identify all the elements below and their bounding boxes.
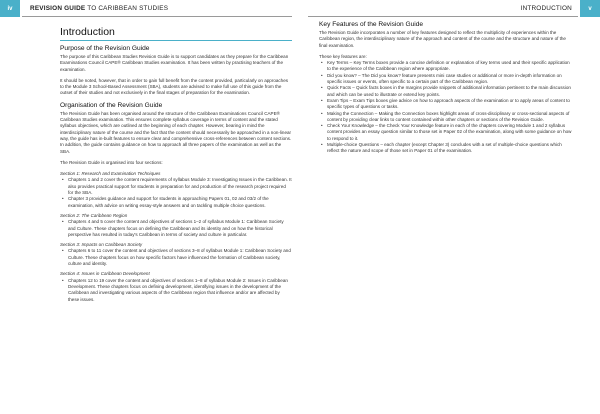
section-1-list: [60, 177, 292, 208]
right-header-rule: [308, 16, 578, 17]
list-item: • Exam Tips – Exam Tips boxes give advice on how to approach aspects of the examination or to apply areas of content to specific types of questions or tasks.: [327, 98, 574, 111]
running-head-rest: TO CARIBBEAN STUDIES: [85, 5, 169, 12]
list-item: • Quick Facts – Quick facts boxes in the margins provide snippets of additional information pertinent to the main discussion and which can be used to illustrate or extend key points.: [327, 85, 574, 98]
list-item: • Making the Connection – Making the Connection boxes highlight areas of cross-disciplinary or cross-sectional aspects of content by providing clear links to content contained within other chapters or sections of the Revision Guide.: [327, 111, 574, 124]
list-item: • Check Your Knowledge – the Check Your Knowledge feature in each of the chapters covering Module 1 and 2 syllabus content provides an essay question similar to those set in Paper 02 of the examination, along with some guidance on how to respond to it.: [327, 123, 574, 142]
section-4-title: Section 4: Issues in Caribbean Development: [60, 271, 150, 277]
key-features-heading: Key Features of the Revision Guide: [319, 21, 424, 28]
list-item: • Did you know? – The Did you know? feature presents mini case studies or additional or more in-depth information on specific issues or events, often specific to a certain part of the Caribbean region.: [327, 73, 574, 86]
section-1-title: Section 1: Research and Examination Techniques: [60, 171, 161, 177]
left-page-number: iv: [0, 0, 20, 17]
purpose-paragraph-1: The purpose of this Caribbean Studies Revision Guide is to support candidates as they prepare for the Caribbean Examinations Council CAPE® Caribbean Studies examination. It has been written by practising teachers of the examination.: [60, 54, 289, 72]
left-running-head: [30, 5, 168, 12]
key-features-list-intro: These key features are:: [319, 53, 367, 59]
key-features-list: [319, 60, 574, 154]
title-rule: [60, 40, 292, 41]
left-header-rule: [22, 16, 292, 17]
organisation-paragraph-2: The Revision Guide is organised into four sections:: [60, 159, 163, 165]
page-title: Introduction: [60, 26, 115, 38]
list-item: • Chapters 4 and 5 cover the content and objectives of sections 1–2 of syllabus Module 1: Caribbean Society and Culture. These chapters focus on defining the Caribbean and its identity and on how the historical perspective has resulted in today's Caribbean in terms of society and culture in particular.: [68, 219, 292, 238]
key-features-intro: The Revision Guide incorporates a number of key features designed to reflect the multiplicity of experiences within the Caribbean region, the interdisciplinary nature of the approach and content of the course and the structure and nature of the final examination.: [319, 30, 566, 48]
purpose-heading: Purpose of the Revision Guide: [60, 45, 150, 52]
list-item: • Chapters 12 to 19 cover the content and objectives of sections 1–8 of syllabus Module 2: Issues in Caribbean Development. These chapters focus on defining development, identifying issues in the development of the Caribbean and investigating various aspects of the Caribbean region that influence and/or are affected by these issues.: [68, 278, 292, 303]
list-item: • Chapters 1 and 2 cover the content requirements of syllabus Module 3: Investigating Issues in the Caribbean. It also provides practical support for students in preparation for and production of the research project required for the SBA.: [68, 177, 292, 196]
organisation-paragraph-1: The Revision Guide has been organised around the structure of the Caribbean Examinations Council CAPE® Caribbean Studies examination. This ensures complete syllabus coverage in terms of content and the stated syllabus objectives, which are outlined at the beginning of each chapter. However, bearing in mind the interdisciplinary nature of the course and the fact that the content should necessarily be approached in a non-linear way, the guide has in-built features to ensure clear and comprehensive cross-references between content sections. In addition, the guide contains guidance on how to approach all three papers of the examination as well as the SBA.: [60, 110, 292, 154]
right-running-head: INTRODUCTION: [520, 5, 572, 12]
section-4-list: [60, 278, 292, 303]
organisation-heading: Organisation of the Revision Guide: [60, 101, 163, 109]
list-item: • Chapters 6 to 11 cover the content and objectives of sections 3–8 of syllabus Module 1: Caribbean Society and Culture. These chapters focus on how specific factors have influenced the formation of Caribbean society, culture and identity.: [68, 248, 292, 267]
right-page-number: v: [580, 0, 600, 17]
list-item: • Chapter 3 provides guidance and support for students in approaching Papers 01, 02 and 03/2 of the examination, with advice on writing essay-style answers and on tackling multiple choice questions.: [68, 196, 292, 209]
left-page-column: [60, 20, 292, 305]
section-2-title: Section 2: The Caribbean Region: [60, 212, 128, 218]
page-header: [0, 0, 600, 17]
purpose-paragraph-2: It should be noted, however, that in order to gain full benefit from the content provided, particularly on approaches to the Module 3 School-Based Assessment (SBA), students are advised to make full use of this guide from the outset of their studies and not exclusively in the final stages of preparation for the examination.: [60, 77, 288, 96]
section-3-list: [60, 248, 292, 267]
list-item: • Multiple-choice Questions – each chapter (except Chapter 3) concludes with a set of multiple-choice questions which reflect the nature and scope of those set in Paper 01 of the examination.: [327, 142, 574, 155]
section-2-list: [60, 219, 292, 238]
list-item: • Key Terms – Key Terms boxes provide a concise definition or explanation of key terms used and their specific application to the experience of the Caribbean region where appropriate.: [327, 60, 574, 73]
right-page-column: [319, 20, 574, 157]
running-head-bold: REVISION GUIDE: [30, 5, 86, 12]
section-3-title: Section 3: Impacts on Caribbean Society: [60, 242, 143, 248]
